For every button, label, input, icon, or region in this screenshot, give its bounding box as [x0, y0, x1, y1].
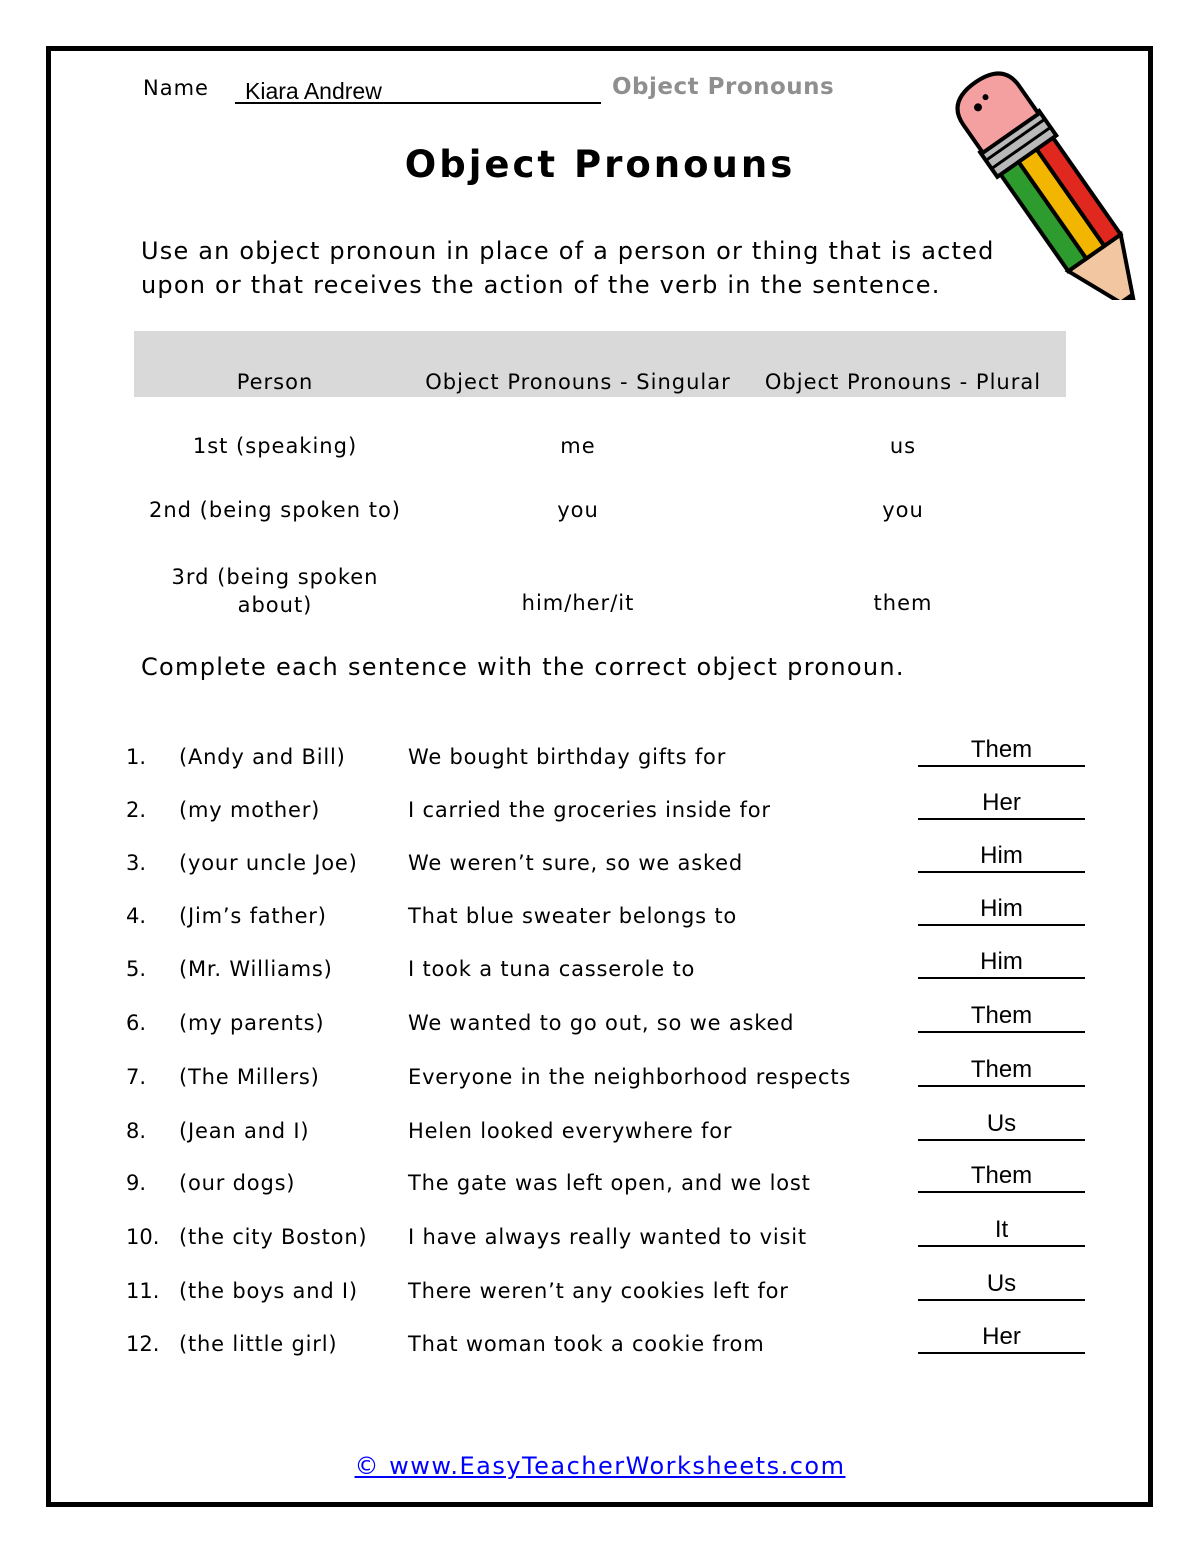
name-label: Name — [143, 76, 209, 100]
page-title: Object Pronouns — [404, 143, 796, 186]
question-sentence: The gate was left open, and we lost — [408, 1171, 811, 1195]
question-number: 9. — [126, 1171, 147, 1195]
answer-line — [918, 1299, 1085, 1301]
question-sentence: We bought birthday gifts for — [408, 745, 727, 769]
table-cell-singular: him/her/it — [521, 591, 635, 615]
answer-field[interactable]: Us — [986, 1110, 1017, 1137]
answer-field[interactable]: Them — [970, 1056, 1033, 1083]
question-hint: (Andy and Bill) — [179, 745, 346, 769]
answer-field[interactable]: Them — [970, 736, 1033, 763]
question-number: 8. — [126, 1119, 147, 1143]
question-hint: (Jean and I) — [179, 1119, 310, 1143]
answer-field[interactable]: It — [994, 1216, 1009, 1243]
question-sentence: Everyone in the neighborhood respects — [408, 1065, 852, 1089]
question-sentence: That blue sweater belongs to — [408, 904, 738, 928]
table-cell-plural: you — [882, 498, 924, 522]
question-number: 10. — [126, 1225, 160, 1249]
answer-field[interactable]: Them — [970, 1002, 1033, 1029]
answer-field[interactable]: Him — [980, 895, 1023, 922]
footer-link[interactable]: © www.EasyTeacherWorksheets.com — [354, 1452, 846, 1480]
question-hint: (the city Boston) — [179, 1225, 368, 1249]
question-hint: (my parents) — [179, 1011, 325, 1035]
table-cell-person: 3rd (being spoken about) — [171, 565, 379, 617]
table-cell-plural: us — [889, 434, 917, 458]
answer-line — [918, 1352, 1085, 1354]
answer-line — [918, 1139, 1085, 1141]
answer-field[interactable]: Him — [980, 842, 1023, 869]
answer-line — [918, 977, 1085, 979]
question-sentence: We weren’t sure, so we asked — [408, 851, 744, 875]
question-row — [0, 1323, 1200, 1385]
question-hint: (Mr. Williams) — [179, 957, 333, 981]
intro-text: Use an object pronoun in place of a person or thing that is acted upon or that receives the action of the verb in the sentence. — [141, 237, 995, 299]
table-cell-person: 2nd (being spoken to) — [149, 498, 401, 522]
question-number: 2. — [126, 798, 147, 822]
header-topic: Object Pronouns — [612, 74, 835, 100]
question-sentence: That woman took a cookie from — [408, 1332, 765, 1356]
answer-field[interactable]: Him — [980, 948, 1023, 975]
table-cell-singular: you — [557, 498, 599, 522]
name-value: Kiara Andrew — [245, 78, 382, 104]
answer-field[interactable]: Them — [970, 1162, 1033, 1189]
answer-field[interactable]: Her — [982, 1323, 1021, 1350]
question-number: 11. — [126, 1279, 160, 1303]
answer-line — [918, 1245, 1085, 1247]
table-cell-person: 1st (speaking) — [192, 434, 358, 458]
table-header-person: Person — [236, 370, 314, 394]
question-sentence: I have always really wanted to visit — [408, 1225, 807, 1249]
question-hint: (my mother) — [179, 798, 321, 822]
question-number: 7. — [126, 1065, 147, 1089]
question-hint: (our dogs) — [179, 1171, 296, 1195]
question-hint: (Jim’s father) — [179, 904, 327, 928]
question-number: 3. — [126, 851, 147, 875]
question-sentence: I took a tuna casserole to — [408, 957, 696, 981]
question-number: 4. — [126, 904, 147, 928]
table-header-singular: Object Pronouns - Singular — [425, 370, 731, 394]
table-cell-singular: me — [560, 434, 596, 458]
exercise-instruction: Complete each sentence with the correct object pronoun. — [141, 653, 905, 681]
answer-field[interactable]: Her — [982, 789, 1021, 816]
answer-line — [918, 924, 1085, 926]
table-header-plural: Object Pronouns - Plural — [764, 370, 1042, 394]
answer-line — [918, 871, 1085, 873]
answer-line — [918, 1031, 1085, 1033]
question-hint: (your uncle Joe) — [179, 851, 358, 875]
table-cell-plural: them — [873, 591, 933, 615]
answer-line — [918, 1191, 1085, 1193]
question-number: 6. — [126, 1011, 147, 1035]
answer-field[interactable]: Us — [986, 1270, 1017, 1297]
question-sentence: There weren’t any cookies left for — [408, 1279, 789, 1303]
question-number: 1. — [126, 745, 147, 769]
answer-line — [918, 1085, 1085, 1087]
question-sentence: Helen looked everywhere for — [408, 1119, 733, 1143]
question-hint: (The Millers) — [179, 1065, 320, 1089]
question-number: 5. — [126, 957, 147, 981]
question-sentence: We wanted to go out, so we asked — [408, 1011, 795, 1035]
question-sentence: I carried the groceries inside for — [408, 798, 771, 822]
question-hint: (the little girl) — [179, 1332, 338, 1356]
answer-line — [918, 818, 1085, 820]
answer-line — [918, 765, 1085, 767]
question-hint: (the boys and I) — [179, 1279, 358, 1303]
question-number: 12. — [126, 1332, 160, 1356]
